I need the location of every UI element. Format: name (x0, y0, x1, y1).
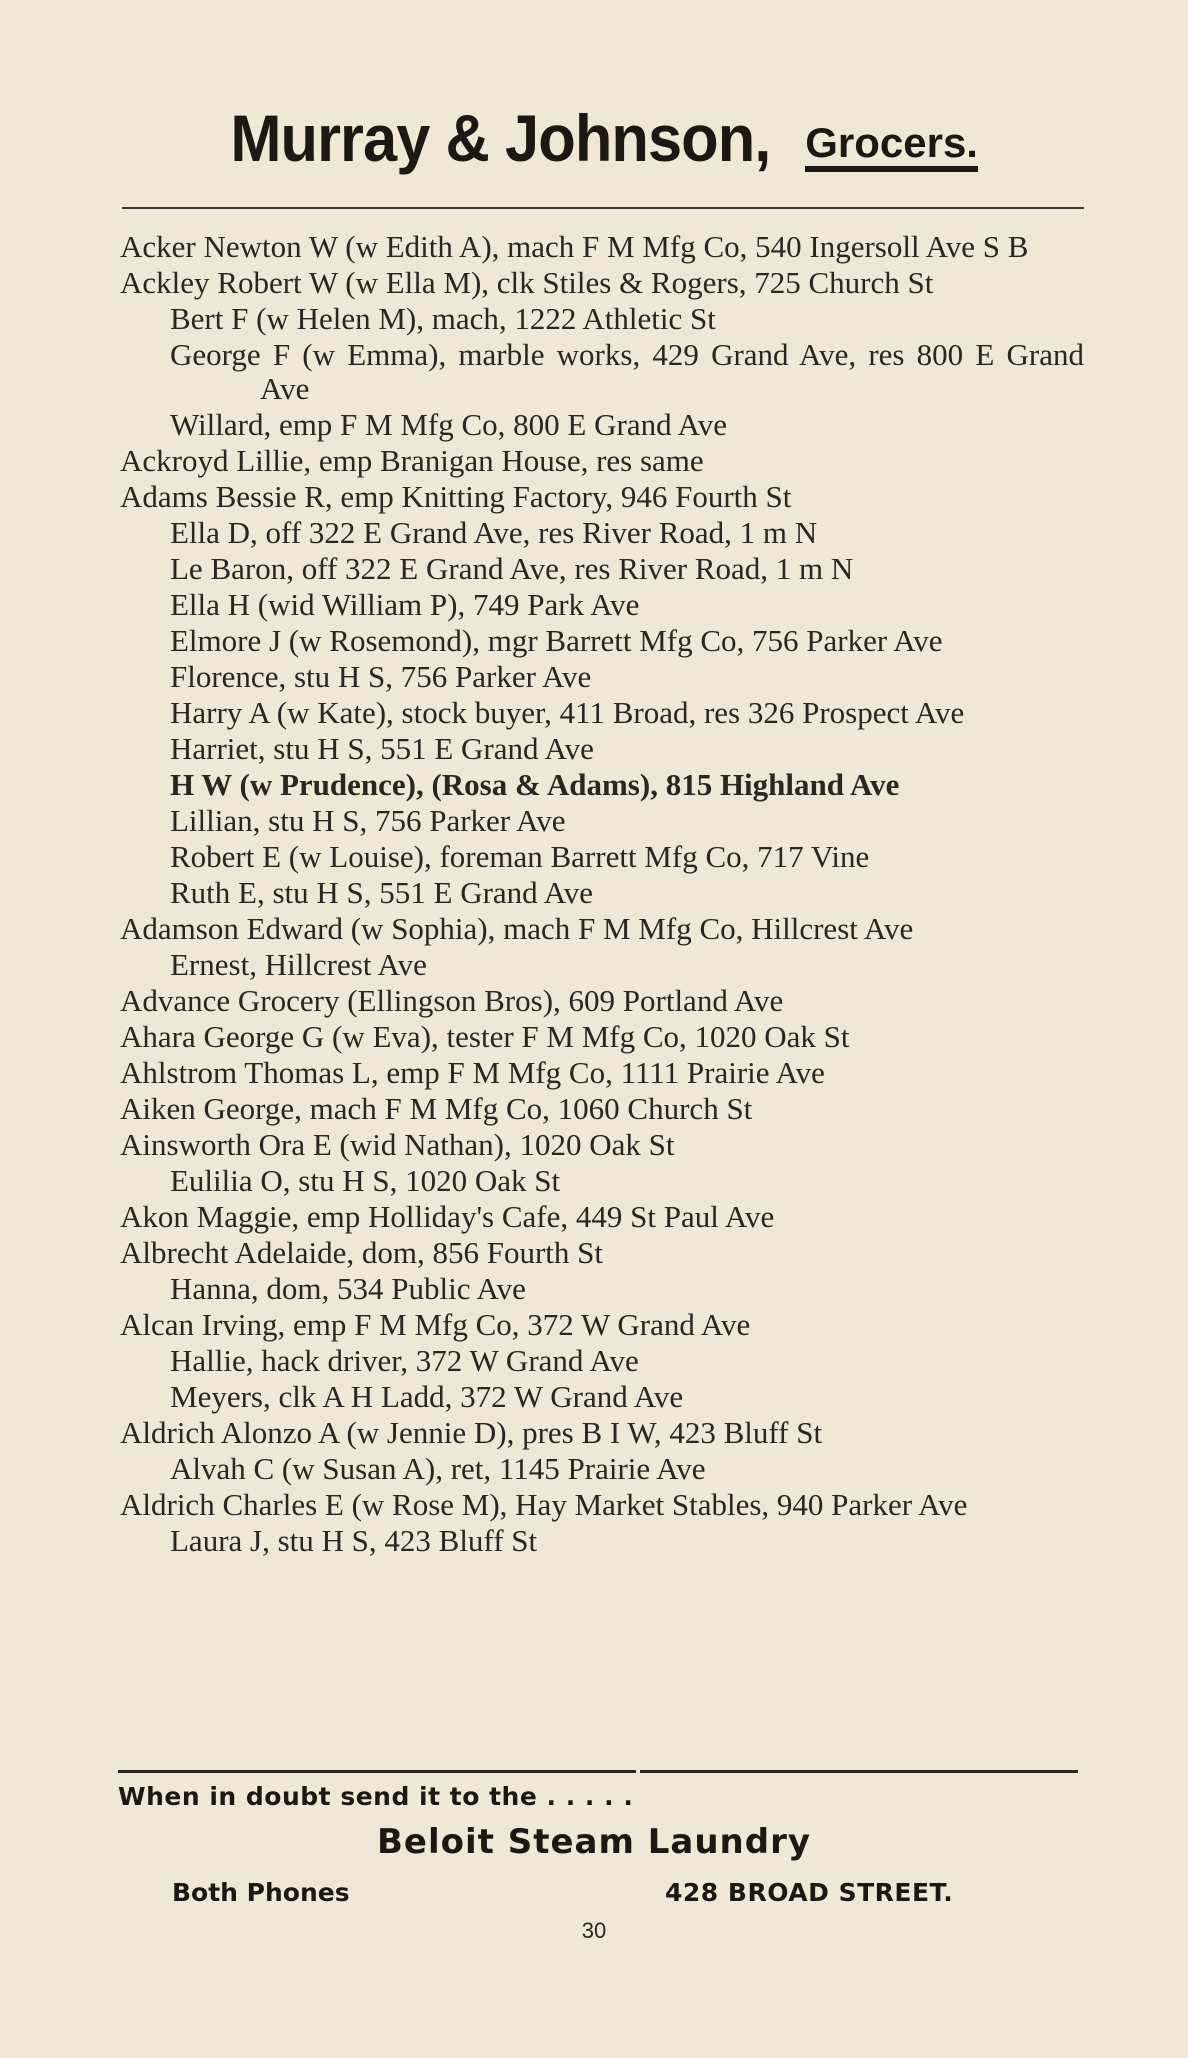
directory-entry: George F (w Emma), marble works, 429 Grand Ave, res 800 E Grand Ave (170, 337, 1084, 406)
directory-entries (120, 230, 1084, 1560)
directory-entry: H W (w Prudence), (Rosa & Adams), 815 Highland Ave (170, 767, 900, 802)
directory-entry: Ackley Robert W (w Ella M), clk Stiles & Rogers, 725 Church St (120, 265, 934, 300)
directory-entry: Alvah C (w Susan A), ret, 1145 Prairie Ave (170, 1451, 706, 1486)
directory-entry: Ella D, off 322 E Grand Ave, res River Road, 1 m N (170, 515, 818, 550)
directory-entry: Akon Maggie, emp Holliday's Cafe, 449 St Paul Ave (120, 1199, 775, 1234)
directory-entry: Ella H (wid William P), 749 Park Ave (170, 587, 640, 622)
directory-entry: Laura J, stu H S, 423 Bluff St (170, 1523, 538, 1558)
footer-advertiser: Beloit Steam Laundry (376, 1822, 812, 1862)
directory-entry: Advance Grocery (Ellingson Bros), 609 Portland Ave (120, 983, 784, 1018)
directory-entry: Ainsworth Ora E (wid Nathan), 1020 Oak St (120, 1127, 675, 1162)
directory-entry: Hallie, hack driver, 372 W Grand Ave (170, 1343, 639, 1378)
directory-entry: Alcan Irving, emp F M Mfg Co, 372 W Grand Ave (120, 1307, 751, 1342)
header-divider (122, 207, 1084, 209)
directory-entry: Ernest, Hillcrest Ave (170, 947, 427, 982)
directory-entry: Le Baron, off 322 E Grand Ave, res River Road, 1 m N (170, 551, 854, 586)
directory-entry: Ahara George G (w Eva), tester F M Mfg Co, 1020 Oak St (120, 1019, 850, 1054)
page-number: 30 (581, 1918, 607, 1943)
footer-divider-right (640, 1770, 1078, 1773)
directory-entry: Adamson Edward (w Sophia), mach F M Mfg Co, Hillcrest Ave (120, 911, 914, 946)
directory-entry: Florence, stu H S, 756 Parker Ave (170, 659, 592, 694)
header-trade: Grocers. (805, 120, 978, 172)
directory-entry: Ahlstrom Thomas L, emp F M Mfg Co, 1111 Prairie Ave (120, 1055, 825, 1090)
footer-address: 428 BROAD STREET. (665, 1878, 954, 1907)
directory-entry: Aldrich Charles E (w Rose M), Hay Market Stables, 940 Parker Ave (120, 1487, 968, 1522)
footer-tagline: When in doubt send it to the . . . . . (118, 1782, 634, 1811)
directory-entry: Ruth E, stu H S, 551 E Grand Ave (170, 875, 594, 910)
directory-entry: Meyers, clk A H Ladd, 372 W Grand Ave (170, 1379, 684, 1414)
directory-entry: Robert E (w Louise), foreman Barrett Mfg Co, 717 Vine (170, 839, 870, 874)
footer-phones: Both Phones (172, 1878, 350, 1907)
directory-entry: Elmore J (w Rosemond), mgr Barrett Mfg Co, 756 Parker Ave (170, 623, 943, 658)
directory-entry: Ackroyd Lillie, emp Branigan House, res same (120, 443, 704, 478)
directory-entry: Harry A (w Kate), stock buyer, 411 Broad, res 326 Prospect Ave (170, 695, 965, 730)
page-header (0, 100, 1188, 176)
directory-entry: Lillian, stu H S, 756 Parker Ave (170, 803, 566, 838)
directory-entry: Acker Newton W (w Edith A), mach F M Mfg Co, 540 Ingersoll Ave S B (120, 229, 1029, 264)
directory-entry: Bert F (w Helen M), mach, 1222 Athletic St (170, 301, 716, 336)
directory-entry: Adams Bessie R, emp Knitting Factory, 946 Fourth St (120, 479, 792, 514)
footer-divider-left (118, 1770, 636, 1773)
directory-entry: Aiken George, mach F M Mfg Co, 1060 Church St (120, 1091, 753, 1126)
directory-entry: Harriet, stu H S, 551 E Grand Ave (170, 731, 594, 766)
directory-entry: Willard, emp F M Mfg Co, 800 E Grand Ave (170, 407, 727, 442)
directory-entry: Hanna, dom, 534 Public Ave (170, 1271, 526, 1306)
directory-entry: Albrecht Adelaide, dom, 856 Fourth St (120, 1235, 604, 1270)
directory-entry: Aldrich Alonzo A (w Jennie D), pres B I W, 423 Bluff St (120, 1415, 823, 1450)
directory-entry: Eulilia O, stu H S, 1020 Oak St (170, 1163, 561, 1198)
header-advertiser: Murray & Johnson, (230, 101, 771, 175)
